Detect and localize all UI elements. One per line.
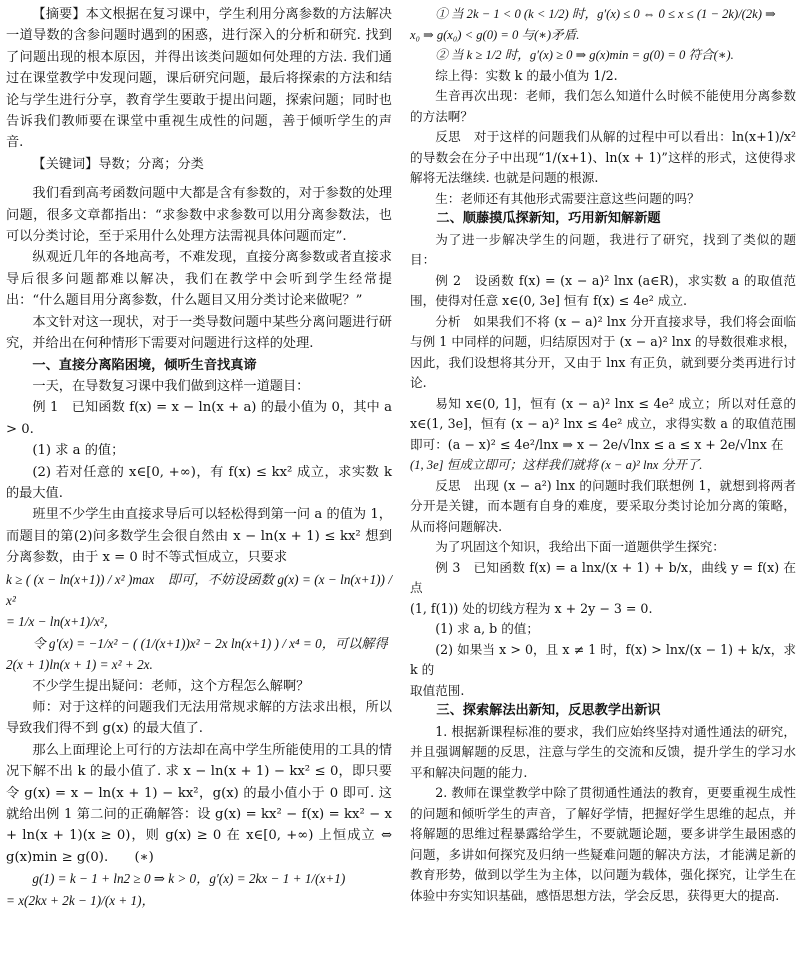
s2-para-2-cont: (1, 3e] 恒成立即可；这样我们就将 (x − a)² lnx 分开了. xyxy=(410,458,703,472)
s1-formula-2: = 1/x − ln(x+1)/x²， xyxy=(6,614,117,630)
intro-para-1: 我们看到高考函数问题中大都是含有参数的，对于参数的处理问题，很多文章都指出：“求参数中求参数可以用分离参数法，也可以分类讨论，至于采用什么处理方法需视具体问题而定”. xyxy=(6,186,392,245)
s1-formula-4: 2(x + 1)ln(x + 1) = x² + 2x. xyxy=(6,657,153,673)
case-2: ② 当 k ≥ 1/2 时，g′(x) ≥ 0 ⇒ g(x)min = g(0) = 0 符合(∗). xyxy=(435,48,734,62)
example-1-q1: (1) 求 a 的值； xyxy=(32,443,125,459)
case-1: ① 当 2k − 1 < 0 (k < 1/2) 时，g′(x) ≤ 0 ⇔ 0 ≤ x ≤ (1 − 2k)/(2k) ⇒ xyxy=(435,7,776,21)
example-3-q2-cont: 取值范围. xyxy=(410,682,465,698)
s1-para-4: 不少学生提出疑问：老师，这个方程怎么解啊？ xyxy=(32,678,310,694)
student-question-2: 生：老师还有其他形式需要注意这些问题的吗？ xyxy=(435,190,700,206)
s1-para-5: 师：对于这样的问题我们无法用常规求解的方法求出根，所以导致我们得不到 g(x) 的最大值了. xyxy=(6,700,392,737)
s2-para-1: 为了进一步解决学生的问题，我进行了研究，找到了类似的题目： xyxy=(410,231,796,267)
abstract: 【摘要】本文根据在复习课中，学生利用分离参数的方法解决一道导数的含参问题时遇到的困惑，进行深入的分析和研究. 找到了问题出现的根本原因，并得出该类问题如何处理的方法. 我们通过在课堂教学中发现问题，课后研究问题，最后将探索的方法和结论与学生进行分享，教育学生要敢于提出问题，探索问题；同时也告诉我们教师要在课堂中重视生成性的问题，善于倾听学生的声音. xyxy=(6,7,392,151)
section-3-heading: 三、探索解法出新知，反思教学出新识 xyxy=(436,703,661,718)
s1-formula-6: = x(2kx + 2k − 1)/(x + 1)， xyxy=(6,892,155,908)
s1-para-2: 班里不少学生由直接求导后可以轻松得到第一问 a 的值为 1，而题目的第(2)问多数学生会很自然由 x − ln(x + 1) ≤ kx² 想到分离参数，由于 x = 0 时不等式恒成立，只要求 xyxy=(6,507,392,566)
s2-para-2: 易知 x∈(0, 1]，恒有 (x − a)² lnx ≤ 4e² 成立；所以对任意的 x∈(1, 3e]，恒有 (x − a)² lnx ≤ 4e² 成立，求得实数 a 的取值范围即可：(a − x)² ≤ 4e²/lnx ⇒ x − 2e/√lnx ≤ a ≤ x + 2e/√lnx 在 xyxy=(410,395,796,452)
intro-para-2: 纵观近几年的各地高考，不难发现，直接分离参数或者直接求导后很多问题都难以解决，我们在教学中会听到学生经常提出：“什么题目用分离参数，什么题目又用分类讨论来做呢？” xyxy=(6,250,392,309)
section-2-heading: 二、顺藤摸瓜探新知，巧用新知解新题 xyxy=(436,211,661,226)
s1-para-6: 那么上面理论上可行的方法却在高中学生所能使用的工具的情况下解不出 k 的最小值了. 求 x − ln(x + 1) − kx² ≤ 0，即只要令 g(x) = x − ln(x + 1) − kx²，g(x) 的最小值小于 0 即可. 这就给出例 1 第二问的正确解答：设 g(x) = kx² − f(x) = kx² − x + ln(x + 1)(x ≥ 0)，则 g(x) ≥ 0 在 x∈[0, +∞) 上恒成立 ⇔ g(x)min ≥ g(0). (∗) xyxy=(6,742,392,865)
right-column xyxy=(410,4,796,906)
analysis: 分析 如果我们不将 (x − a)² lnx 分开直接求导，我们将会面临与例 1 中同样的问题，归结原因对于 (x − a)² lnx 的导数很难求根，因此，我们设想将其分开，又由于 lnx 有正负，就到要分类再进行讨论. xyxy=(410,313,796,390)
student-question-1: 生音再次出现：老师，我们怎么知道什么时候不能使用分离参数的方法啊？ xyxy=(410,88,796,124)
s3-para-1: 1. 根据新课程标准的要求，我们应始终坚持对通性通法的研究，并且强调解题的反思，注意与学生的交流和反馈，提升学生的学习水平和解决问题的能力. xyxy=(410,723,796,780)
example-3-q2: (2) 如果当 x > 0，且 x ≠ 1 时，f(x) > lnx/(x − 1) + k/x，求 k 的 xyxy=(410,641,796,677)
example-1: 例 1 已知函数 f(x) = x − ln(x + a) 的最小值为 0，其中 a > 0. xyxy=(6,400,392,437)
s2-para-3: 为了巩固这个知识，我给出下面一道题供学生探究： xyxy=(435,539,725,554)
s3-para-2: 2. 教师在课堂教学中除了贯彻通性通法的教育，更要重视生成性的问题和倾听学生的声音，了解好学情，把握好学生思维的起点，并将解题的思维过程暴露给学生，不要就题论题，要多讲学生最困惑的问题，多讲如何探究及归纳一些疑难问题的解决方法，才能满足新的教育形势，做到以学生为主体，以问题为载体，强化探究，让学生在体验中夯实知识基础，感悟思想方法，学会反思，获得更大的提高. xyxy=(410,785,796,903)
section-1-heading: 一、直接分离陷困境，倾听生音找真谛 xyxy=(32,357,257,373)
example-3: 例 3 已知函数 f(x) = a lnx/(x + 1) + b/x，曲线 y = f(x) 在点 xyxy=(410,559,796,595)
s1-formula-5: g(1) = k − 1 + ln2 ≥ 0 ⇒ k > 0，g′(x) = 2kx − 1 + 1/(x+1) xyxy=(32,871,346,887)
example-3-cont: (1, f(1)) 处的切线方程为 x + 2y − 3 = 0. xyxy=(410,600,653,616)
s1-para-1: 一天，在导数复习课中我们做到这样一道题目： xyxy=(32,378,310,394)
reflection-2: 反思 出现 (x − a²) lnx 的问题时我们联想例 1，就想到将两者分开是关键，而本题有自身的难度，要采取分类讨论加分离的策略，从而将问题解决. xyxy=(410,477,796,534)
intro-para-3: 本文针对这一现状，对于一类导数问题中某些分离问题进行研究，并给出在何种情形下需要对问题进行这样的处理. xyxy=(6,314,392,352)
s1-formula-3: 令 g′(x) = −1/x² − ( (1/(x+1))x² − 2x ln(x+1) ) / x⁴ = 0，可以解得 xyxy=(32,635,388,651)
reflection-1: 反思 对于这样的问题我们从解的过程中可以看出：ln(x+1)/x² 的导数会在分子中出现“1/(x+1)、ln(x + 1)”这样的形式，这使得求解将无法继续. 也就是问题的根源. xyxy=(410,129,796,185)
conclusion: 综上得：实数 k 的最小值为 1/2. xyxy=(435,67,618,83)
example-2: 例 2 设函数 f(x) = (x − a)² lnx (a∈R)，求实数 a 的取值范围，使得对任意 x∈(0, 3e] 恒有 f(x) ≤ 4e² 成立. xyxy=(410,272,796,308)
case-1-cont: x₀ ⇒ g(x₀) < g(0) = 0 与(∗)矛盾. xyxy=(410,27,580,42)
example-3-q1: (1) 求 a, b 的值； xyxy=(435,621,539,636)
example-1-q2: (2) 若对任意的 x∈[0, +∞)，有 f(x) ≤ kx² 成立，求实数 k 的最大值. xyxy=(6,464,392,501)
s1-formula-1: k ≥ ( (x − ln(x+1)) / x² )max 即可，不妨设函数 g(x) = (x − ln(x+1)) / x² xyxy=(6,571,392,608)
left-column xyxy=(6,4,392,911)
keywords: 【关键词】导数；分离；分类 xyxy=(32,156,204,172)
